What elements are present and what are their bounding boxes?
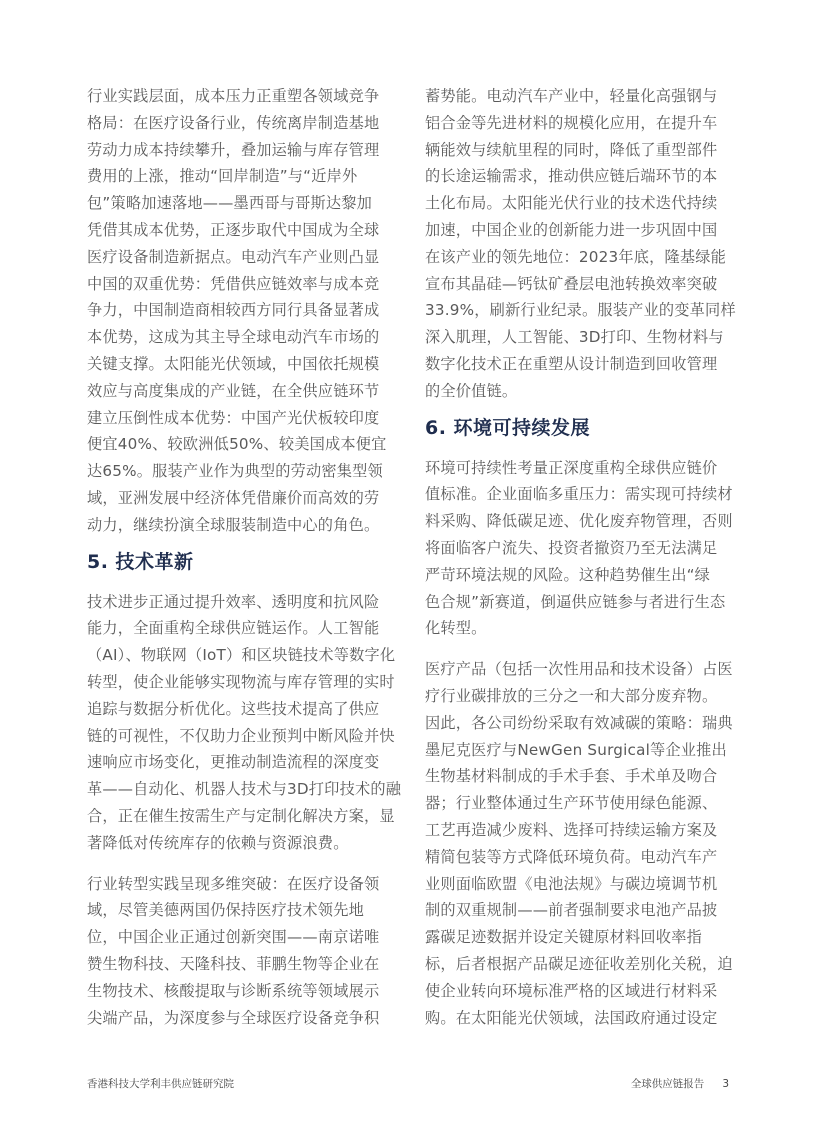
text-line: （AI）、物联网（IoT）和区块链技术等数字化 — [87, 646, 396, 665]
paragraph-ev-solar-apparel — [425, 83, 743, 405]
text-line: 标，后者根据产品碳足迹征收差别化关税，迫 — [425, 954, 733, 973]
text-line: 本优势，这成为其主导全球电动汽车市场的 — [87, 328, 380, 347]
text-line: 料采购、降低碳足迹、优化废弃物管理，否则 — [425, 512, 733, 531]
text-line: 凭借其成本优势，正逐步取代中国成为全球 — [87, 220, 380, 239]
text-line: 动力，继续扮演全球服装制造中心的角色。 — [87, 515, 380, 534]
text-line: 域，尽管美德两国仍保持医疗技术领先地 — [87, 901, 364, 920]
text-line: 中国的双重优势：凭借供应链效率与成本竞 — [87, 274, 380, 293]
paragraph-sustainability-pressure — [425, 455, 743, 643]
text-line: 严苛环境法规的风险。这种趋势催生出“绿 — [425, 565, 711, 584]
text-line: 关键支撑。太阳能光伏领域，中国依托规模 — [87, 354, 380, 373]
paragraph-tech-progress — [87, 589, 405, 857]
footer-institute: 香港科技大学利丰供应链研究院 — [87, 1078, 234, 1090]
text-line: 制的双重规制——前者强制要求电池产品披 — [425, 901, 718, 920]
paragraph-medical-carbon — [425, 656, 743, 1031]
text-line: 辆能效与续航里程的同时，降低了重型部件 — [425, 140, 718, 159]
text-line: 蓄势能。电动汽车产业中，轻量化高强钢与 — [425, 87, 718, 105]
footer-report — [631, 1076, 729, 1091]
text-line: 行业实践层面，成本压力正重塑各领域竞争 — [87, 87, 380, 105]
text-line: 域，亚洲发展中经济体凭借廉价而高效的劳 — [87, 488, 380, 507]
paragraph-industry-transformation — [87, 871, 405, 1032]
text-line: 格局：在医疗设备行业，传统离岸制造基地 — [87, 113, 380, 132]
text-line: 器；行业整体通过生产环节使用绿色能源、 — [425, 794, 718, 813]
text-line: 合，正在催生按需生产与定制化解决方案，显 — [87, 806, 395, 825]
page-number: 3 — [722, 1078, 729, 1090]
text-line: 速响应市场变化，更推动制造流程的深度变 — [87, 753, 380, 772]
paragraph-cost-pressure — [87, 83, 405, 539]
text-line: 值标准。企业面临多重压力：需实现可持续材 — [425, 485, 733, 504]
heading-environmental-sustainability: 6. 环境可持续发展 — [425, 416, 591, 439]
text-line: 露碳足迹数据并设定关键原材料回收率指 — [425, 928, 702, 947]
text-line: 劳动力成本持续攀升，叠加运输与库存管理 — [87, 140, 380, 159]
text-line: 33.9%，刷新行业纪录。服装产业的变革同样 — [425, 301, 736, 320]
text-line: 加速，中国企业的创新能力进一步巩固中国 — [425, 220, 718, 239]
text-line: 环境可持续性考量正深度重构全球供应链价 — [425, 458, 718, 477]
text-line: 医疗设备制造新据点。电动汽车产业则凸显 — [87, 247, 380, 266]
text-line: 位，中国企业正通过创新突围——南京诺唯 — [87, 928, 380, 947]
right-column — [425, 83, 743, 1031]
text-line: 化转型。 — [425, 619, 487, 638]
text-line: 将面临客户流失、投资者撤资乃至无法满足 — [425, 538, 718, 557]
text-line: 的全价值链。 — [425, 381, 518, 400]
text-line: 土化布局。太阳能光伏行业的技术迭代持续 — [425, 194, 718, 213]
text-line: 建立压倒性成本优势：中国产光伏板较印度 — [87, 408, 380, 427]
text-line: 革——自动化、机器人技术与3D打印技术的融 — [87, 780, 402, 799]
text-line: 费用的上涨，推动“回岸制造”与“近岸外 — [87, 167, 358, 186]
text-line: 争力，中国制造商相较西方同行具备显著成 — [87, 301, 380, 320]
text-line: 数字化技术正在重塑从设计制造到回收管理 — [425, 354, 718, 373]
text-line: 达65%。服装产业作为典型的劳动密集型领 — [87, 462, 383, 481]
left-column — [87, 83, 405, 1031]
text-line: 包”策略加速落地——墨西哥与哥斯达黎加 — [87, 194, 373, 213]
text-line: 购。在太阳能光伏领域，法国政府通过设定 — [425, 1008, 718, 1027]
text-line: 工艺再造减少废料、选择可持续运输方案及 — [425, 820, 718, 839]
text-line: 技术进步正通过提升效率、透明度和抗风险 — [87, 592, 380, 611]
heading-tech-innovation: 5. 技术革新 — [87, 550, 194, 573]
text-line: 效应与高度集成的产业链，在全供应链环节 — [87, 381, 380, 400]
text-line: 著降低对传统库存的依赖与资源浪费。 — [87, 833, 349, 852]
text-line: 的长途运输需求，推动供应链后端环节的本 — [425, 167, 718, 186]
text-line: 使企业转向环境标准严格的区域进行材料采 — [425, 981, 718, 1000]
text-line: 能力，全面重构全球供应链运作。人工智能 — [87, 619, 380, 638]
text-line: 行业转型实践呈现多维突破：在医疗设备领 — [87, 874, 380, 893]
text-line: 铝合金等先进材料的规模化应用，在提升车 — [425, 113, 718, 132]
text-line: 宣布其晶硅—钙钛矿叠层电池转换效率突破 — [425, 274, 718, 293]
text-line: 转型，使企业能够实现物流与库存管理的实时 — [87, 672, 395, 691]
text-line: 深入肌理，人工智能、3D打印、生物材料与 — [425, 328, 724, 347]
text-line: 在该产业的领先地位：2023年底，隆基绿能 — [425, 247, 727, 266]
text-line: 链的可视性，不仅助力企业预判中断风险并快 — [87, 726, 395, 745]
text-line: 追踪与数据分析优化。这些技术提高了供应 — [87, 699, 380, 718]
text-line: 便宜40%、较欧洲低50%、较美国成本便宜 — [87, 435, 387, 454]
text-line: 色合规”新赛道，倒逼供应链参与者进行生态 — [425, 592, 726, 611]
text-line: 因此，各公司纷纷采取有效减碳的策略：瑞典 — [425, 713, 733, 732]
text-line: 墨尼克医疗与NewGen Surgical等企业推出 — [425, 740, 727, 759]
text-line: 生物技术、核酸提取与诊断系统等领域展示 — [87, 981, 380, 1000]
text-line: 医疗产品（包括一次性用品和技术设备）占医 — [425, 660, 733, 679]
footer-report-title: 全球供应链报告 — [630, 1078, 705, 1090]
text-line: 疗行业碳排放的三分之一和大部分废弃物。 — [425, 686, 718, 705]
text-line: 生物基材料制成的手术手套、手术单及吻合 — [425, 767, 718, 786]
text-line: 赞生物科技、天隆科技、菲鹏生物等企业在 — [87, 954, 380, 973]
text-line: 精简包装等方式降低环境负荷。电动汽车产 — [425, 847, 718, 866]
text-line: 业则面临欧盟《电池法规》与碳边境调节机 — [425, 874, 718, 893]
text-line: 尖端产品，为深度参与全球医疗设备竞争积 — [87, 1008, 380, 1027]
